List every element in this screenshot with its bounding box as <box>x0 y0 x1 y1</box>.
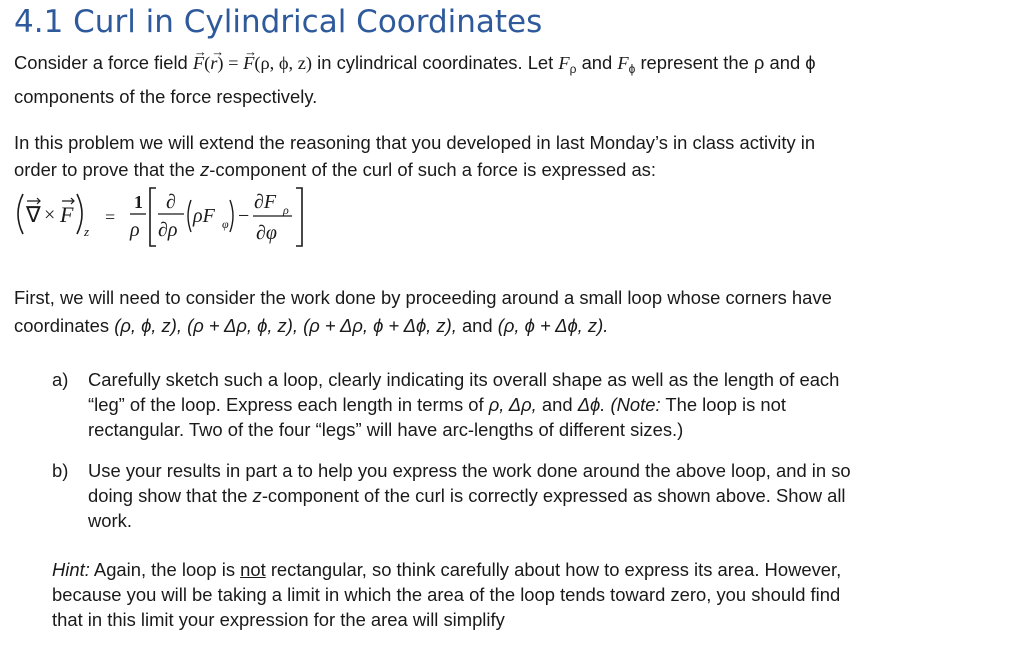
first-line-2: coordinates (ρ, ϕ, z), (ρ + Δρ, ϕ, z), (ρ + Δρ, ϕ + Δϕ, z), and (ρ, ϕ + Δϕ, z). <box>14 315 609 336</box>
intro-line-1: Consider a force field → F(→ r) = → F(ρ, ϕ, z) in cylindrical coordinates. Let $F_\rho$ and $F_\phi$ represent the ρ and ϕ <box>14 49 816 83</box>
paren-right <box>77 194 82 234</box>
part-a <box>52 367 839 442</box>
first-line-1: First, we will need to consider the work done by proceeding around a small loop whose corners have <box>14 287 832 308</box>
emphasis-not: not <box>240 559 266 580</box>
list-item: a) Carefully sketch such a loop, clearly indicating its overall shape as well as the length of each “leg” of the loop. Express each length in terms of ρ, Δρ, and Δϕ. (Note: The loop is not rectangular. Two of the four “legs” will have arc-lengths of different sizes.) <box>52 369 840 440</box>
equals-sign: = <box>105 207 116 227</box>
partial-f-numerator: ∂F <box>254 191 277 213</box>
numerator-one: 1 <box>134 192 143 212</box>
paren-left <box>188 200 191 232</box>
z-subscript: z <box>84 224 90 239</box>
problem-line-1: In this problem we will extend the reasoning that you developed in last Monday’s in class activity in <box>14 132 816 153</box>
curl-z-formula <box>10 184 330 256</box>
hint-paragraph: Hint: Again, the loop is not rectangular, so think carefully about how to express its area. However, because you will be taking a limit in which the area of the loop tends toward zero, you should find that in this limit your expression for the area will simplify <box>52 559 842 630</box>
force-vector-symbol: → F <box>193 49 204 77</box>
times-symbol: × <box>44 204 56 226</box>
corner-coordinates: (ρ, ϕ, z), (ρ + Δρ, ϕ, z), (ρ + Δρ, ϕ + Δϕ, z), <box>114 315 457 336</box>
minus-sign: − <box>238 205 250 227</box>
intro-line-2: components of the force respectively. <box>14 86 318 107</box>
list-item: b) Use your results in part a to help you express the work done around the above loop, and in so doing show that the z-component of the curl is correctly expressed as shown above. Show all work. <box>52 460 851 531</box>
section-title: 4.1 Curl in Cylindrical Coordinates <box>14 4 543 40</box>
rho-f-product: ρF <box>193 205 215 227</box>
rho-subscript: ρ <box>283 203 289 217</box>
item-marker: b) <box>52 460 69 481</box>
partial-rho: ∂ρ <box>158 219 178 241</box>
corner-coordinates-last: (ρ, ϕ + Δϕ, z). <box>497 315 609 336</box>
bracket-left <box>150 188 156 246</box>
hint-label: Hint: <box>52 559 90 580</box>
partial-phi: ∂φ <box>256 222 277 244</box>
paren-left <box>18 194 23 234</box>
nabla-symbol: ∇ <box>26 202 41 227</box>
position-vector-symbol: → r <box>210 49 217 77</box>
partial-numerator: ∂ <box>166 191 176 213</box>
force-symbol: F <box>60 202 74 227</box>
part-b <box>52 458 851 533</box>
bracket-right <box>296 188 302 246</box>
problem-line-2: order to prove that the z-component of the curl of such a force is expressed as: <box>14 159 656 180</box>
phi-subscript: φ <box>222 217 229 231</box>
denominator-rho: ρ <box>130 219 140 241</box>
paren-right <box>230 200 233 232</box>
item-marker: a) <box>52 369 69 390</box>
